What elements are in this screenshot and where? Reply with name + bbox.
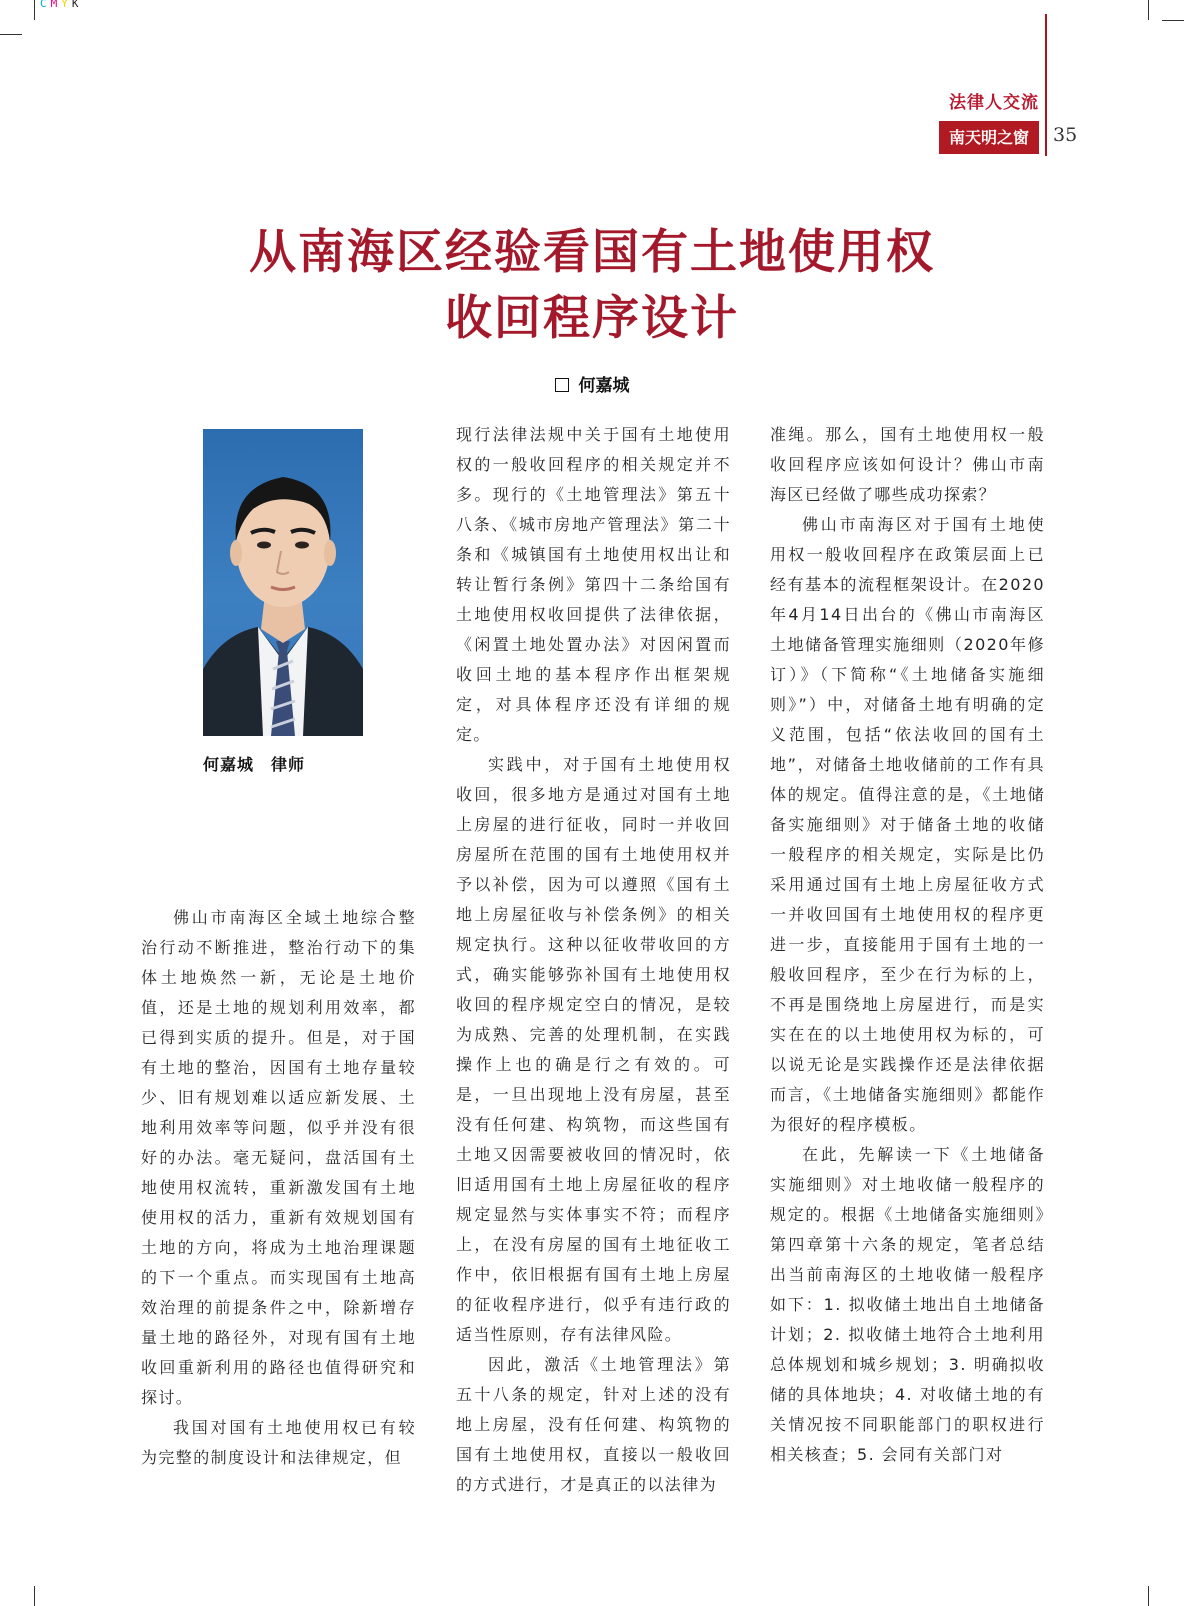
title-line-2: 收回程序设计 [445, 291, 739, 346]
header-divider-line [1045, 14, 1047, 156]
column-tag: 南天明之窗 [939, 121, 1039, 154]
crop-mark-top-left-v [34, 0, 35, 20]
cmyk-k: K [71, 0, 83, 10]
author-name: 何嘉城 [578, 376, 630, 396]
text-column-2 [456, 420, 731, 1500]
crop-mark-top-right-v [1148, 0, 1149, 20]
crop-mark-top-left-h [0, 34, 22, 35]
byline [0, 371, 1184, 396]
section-label: 法律人交流 [949, 93, 1039, 113]
author-photo [203, 429, 363, 736]
paragraph: 佛山市南海区对于国有土地使用权一般收回程序在政策层面上已经有基本的流程框架设计。在2020年4月14日出台的《佛山市南海区土地储备管理实施细则（2020年修订）》（下简称“《土地储备实施细则》”）中，对储备土地有明确的定义范围，包括“依法收回的国有土地”，对储备土地收储前的工作有具体的规定。值得注意的是，《土地储备实施细则》对于储备土地的收储一般程序的相关规定，实际是比仍采用通过国有土地上房屋征收方式一并收回国有土地使用权的程序更进一步，直接能用于国有土地的一般收回程序，至少在行为标的上，不再是围绕地上房屋进行，而是实实在在的以土地使用权为标的，可以说无论是实践操作还是法律依据而言，《土地储备实施细则》都能作为很好的程序模板。 [770, 515, 1045, 1134]
cmyk-c: C [40, 0, 51, 10]
title-line-1: 从南海区经验看国有土地使用权 [249, 225, 935, 280]
page-number: 35 [1053, 124, 1078, 146]
paragraph-continued: 现行法律法规中关于国有土地使用权的一般收回程序的相关规定并不多。现行的《土地管理法》第五十八条、《城市房地产管理法》第二十条和《城镇国有土地使用权出让和转让暂行条例》第四十二条给国有土地使用权收回提供了法律依据，《闲置土地处置办法》对因闲置而收回土地的基本程序作出框架规定，对具体程序还没有详细的规定。 [456, 425, 731, 744]
paragraph: 佛山市南海区全域土地综合整治行动不断推进，整治行动下的集体土地焕然一新，无论是土地价值，还是土地的规划利用效率，都已得到实质的提升。但是，对于国有土地的整治，因国有土地存量较少、旧有规划难以适应新发展、土地利用效率等问题，似乎并没有很好的办法。毫无疑问，盘活国有土地使用权流转，重新激发国有土地使用权的活力，重新有效规划国有土地的方向，将成为土地治理课题的下一个重点。而实现国有土地高效治理的前提条件之中，除新增存量土地的路径外，对现有国有土地收回重新利用的路径也值得研究和探讨。 [141, 908, 416, 1407]
text-column-3 [770, 420, 1045, 1470]
paragraph: 我国对国有土地使用权已有较为完整的制度设计和法律规定，但 [141, 1418, 416, 1467]
photo-caption: 何嘉城 律师 [203, 755, 306, 774]
portrait-illustration [203, 429, 363, 736]
byline-box-icon [555, 378, 569, 392]
text-column-1 [141, 903, 416, 1473]
paragraph-continued: 准绳。那么，国有土地使用权一般收回程序应该如何设计？佛山市南海区已经做了哪些成功探索？ [770, 425, 1045, 504]
crop-mark-bottom-left-v [34, 1586, 35, 1606]
crop-mark-bottom-right-v [1148, 1586, 1149, 1606]
paragraph: 在此，先解读一下《土地储备实施细则》对土地收储一般程序的规定的。根据《土地储备实施细则》第四章第十六条的规定，笔者总结出当前南海区的土地收储一般程序如下：1. 拟收储土地出自土地储备计划；2. 拟收储土地符合土地利用总体规划和城乡规划；3. 明确拟收储的具体地块；4. 对收储土地的有关情况按不同职能部门的职权进行相关核查；5. 会同有关部门对 [770, 1145, 1045, 1464]
paragraph: 实践中，对于国有土地使用权收回，很多地方是通过对国有土地上房屋的进行征收，同时一并收回房屋所在范围的国有土地使用权并予以补偿，因为可以遵照《国有土地上房屋征收与补偿条例》的相关规定执行。这种以征收带收回的方式，确实能够弥补国有土地使用权收回的程序规定空白的情况，是较为成熟、完善的处理机制，在实践操作上也的确是行之有效的。可是，一旦出现地上没有房屋，甚至没有任何建、构筑物，而这些国有土地又因需要被收回的情况时，依旧适用国有土地上房屋征收的程序规定显然与实体事实不符；而程序上，在没有房屋的国有土地征收工作中，依旧根据有国有土地上房屋的征收程序进行，似乎有违行政的适当性原则，存有法律风险。 [456, 755, 731, 1344]
cmyk-m: M [50, 0, 62, 10]
paragraph: 因此，激活《土地管理法》第五十八条的规定，针对上述的没有地上房屋，没有任何建、构筑物的国有土地使用权，直接以一般收回的方式进行，才是真正的以法律为 [456, 1355, 731, 1494]
crop-mark-top-right-h [1162, 20, 1184, 21]
cmyk-y: Y [61, 0, 72, 10]
cmyk-registration-label [40, 0, 83, 10]
article-title [0, 220, 1184, 352]
